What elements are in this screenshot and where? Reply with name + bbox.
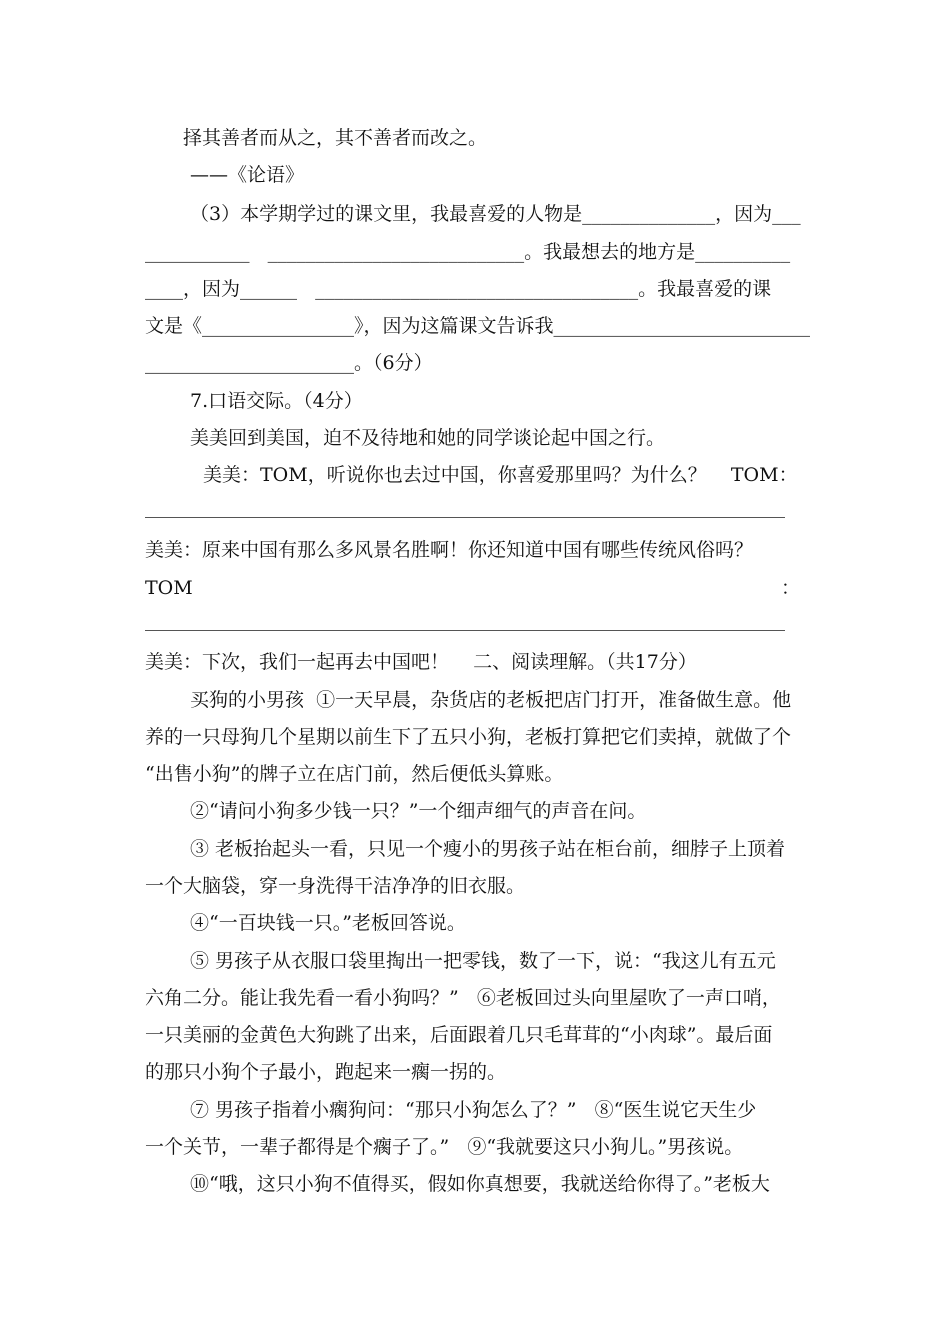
reading-p4: ④“一百块钱一只。”老板回答说。 (190, 912, 466, 934)
dialog-line-2: 美美：原来中国有那么多风景名胜啊！你还知道中国有哪些传统风俗吗？ (145, 539, 754, 561)
dialog-line-3: 美美：下次，我们一起再去中国吧！ 二、阅读理解。（共17分） (145, 651, 697, 673)
q3-line-4: 文是《________________》，因为这篇课文告诉我___________________________ (145, 315, 811, 337)
q3-line-1: （3）本学期学过的课文里，我最喜爱的人物是______________，因为___ (190, 203, 801, 225)
q7-intro: 美美回到美国，迫不及待地和她的同学谈论起中国之行。 (190, 427, 666, 449)
reading-p10: ⑩“哦，这只小狗不值得买，假如你真想要，我就送给你得了。”老板大 (190, 1173, 770, 1195)
reading-p1-line-3: “出售小狗”的牌子立在店门前，然后便低头算账。 (145, 763, 564, 785)
reading-p5-line-4: 的那只小狗个子最小，跑起来一瘸一拐的。 (145, 1061, 507, 1083)
answer-line-1 (145, 517, 785, 518)
reading-p3-line-1: ③ 老板抬起头一看，只见一个瘦小的男孩子站在柜台前，细脖子上顶着 (190, 838, 786, 860)
dialog-line-1: 美美：TOM，听说你也去过中国，你喜爱那里吗？为什么？ TOM： (203, 464, 798, 486)
reading-p5-line-3: 一只美丽的金黄色大狗跳了出来，后面跟着几只毛茸茸的“小肉球”。最后面 (145, 1024, 773, 1046)
reading-p7-line-1: ⑦ 男孩子指着小瘸狗问：“那只小狗怎么了？” ⑧“医生说它天生少 (190, 1099, 757, 1121)
q3-line-2: ___________ ___________________________。我最想去的地方是__________ (145, 241, 791, 263)
reading-p3-line-2: 一个大脑袋，穿一身洗得干洁净净的旧衣服。 (145, 875, 526, 897)
reading-p5-line-2: 六角二分。能让我先看一看小狗吗？” ⑥老板回过头向里屋吹了一声口哨， (145, 987, 781, 1009)
quote-source: ——《论语》 (190, 164, 305, 186)
tom-colon: ： (780, 577, 800, 599)
q3-line-3: ____，因为______ __________________________________。我最喜爱的课 (145, 278, 772, 300)
reading-p1-line-2: 养的一只母狗几个星期以前生下了五只小狗，老板打算把它们卖掉，就做了个 (145, 726, 792, 748)
q7-heading: 7.口语交际。（4分） (190, 390, 363, 412)
reading-p2: ②“请问小狗多少钱一只？”一个细声细气的声音在问。 (190, 800, 647, 822)
tom-label: TOM (145, 577, 193, 599)
q3-line-5: ______________________。（6分） (145, 352, 433, 374)
reading-p1-line-1: 买狗的小男孩 ①一天早晨，杂货店的老板把店门打开，准备做生意。他 (190, 689, 792, 711)
quote-line: 择其善者而从之，其不善者而改之。 (183, 127, 488, 149)
answer-line-2 (145, 630, 785, 631)
reading-p7-line-2: 一个关节，一辈子都得是个瘸子了。” ⑨“我就要这只小狗儿。”男孩说。 (145, 1136, 744, 1158)
reading-p5-line-1: ⑤ 男孩子从衣服口袋里掏出一把零钱，数了一下，说：“我这儿有五元 (190, 950, 776, 972)
